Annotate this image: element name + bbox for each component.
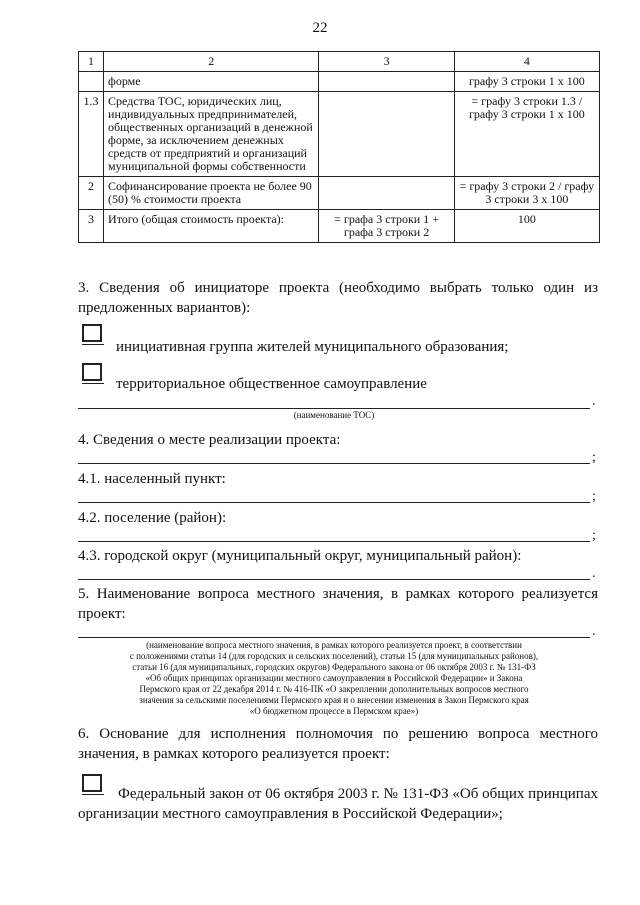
urban-district-line-end: .	[592, 566, 596, 581]
caption-line: значения за сельскими поселениями Пермского края и о внесении изменения в Закон Пермского края	[139, 695, 529, 705]
table-cell: 1.3	[79, 92, 104, 177]
header-cell: 3	[319, 52, 454, 72]
table-cell: = графу 3 строки 1.3 / графу 3 строки 1 х 100	[454, 92, 599, 177]
tos-checkbox[interactable]	[82, 363, 102, 381]
table-cell	[79, 72, 104, 92]
section-4-heading: 4. Сведения о месте реализации проекта:	[78, 432, 341, 448]
district-line[interactable]	[78, 541, 590, 542]
initiative-group-label: инициативная группа жителей муниципального образования;	[116, 339, 509, 355]
settlement-line[interactable]	[78, 502, 590, 503]
local-issue-caption	[78, 640, 590, 717]
caption-line: (наименование вопроса местного значения, в рамках которого реализуется проект, в соответствии	[146, 640, 522, 650]
table-cell: Софинансирование проекта не более 90 (50) % стоимости проекта	[104, 177, 319, 210]
tos-name-line[interactable]	[78, 408, 590, 409]
caption-line: «Об общих принципах организации местного самоуправления в Российской Федерации» и Закона	[145, 673, 523, 683]
table-header-row	[79, 52, 600, 72]
tos-line-end: .	[592, 394, 596, 409]
budget-table	[78, 51, 600, 243]
caption-line: с положениями статьи 14 (для городских и сельских поселений), статьи 15 (для муниципальных районов),	[129, 651, 539, 661]
initiative-group-checkbox[interactable]	[82, 324, 102, 342]
table-cell: графу 3 строки 1 х 100	[454, 72, 599, 92]
settlement-line-end: ;	[592, 489, 596, 504]
district-line-end: ;	[592, 528, 596, 543]
table-cell: Средства ТОС, юридических лиц, индивидуальных предпринимателей, общественных организаций в денежной форме, за исключением денежных средств от предприятий и организаций муниципальной формы собственности	[104, 92, 319, 177]
local-issue-line[interactable]	[78, 637, 590, 638]
settlement-label: 4.1. населенный пункт:	[78, 471, 226, 487]
table-cell: = графу 3 строки 2 / графу 3 строки 3 х 100	[454, 177, 599, 210]
district-label: 4.2. поселение (район):	[78, 510, 227, 526]
tos-label: территориальное общественное самоуправление	[116, 376, 427, 392]
table-cell: = графа 3 строки 1 + графа 3 строки 2	[319, 210, 454, 243]
table-cell	[319, 72, 454, 92]
table-row	[79, 177, 600, 210]
local-issue-line-end: .	[592, 624, 596, 639]
federal-law-label: Федеральный закон от 06 октября 2003 г. № 131-ФЗ «Об общих принципах организации местного самоуправления в Российской Федерации»;	[78, 786, 598, 822]
header-cell: 4	[454, 52, 599, 72]
table-row	[79, 92, 600, 177]
location-line-end: ;	[592, 450, 596, 465]
page-number: 22	[312, 20, 328, 36]
header-cell: 2	[104, 52, 319, 72]
table-cell: 100	[454, 210, 599, 243]
location-line[interactable]	[78, 463, 590, 464]
header-cell: 1	[79, 52, 104, 72]
section-6-heading: 6. Основание для исполнения полномочия по решению вопроса местного значения, в рамках которого реализуется проект:	[78, 726, 598, 762]
table-cell	[319, 177, 454, 210]
section-5-heading: 5. Наименование вопроса местного значения, в рамках которого реализуется проект:	[78, 586, 598, 622]
caption-line: «О бюджетном процессе в Пермском крае»)	[249, 706, 419, 716]
caption-line: Пермского края от 22 декабря 2014 г. № 416-ПК «О закреплении дополнительных вопросов местного	[139, 684, 529, 694]
urban-district-line[interactable]	[78, 579, 590, 580]
table-row	[79, 210, 600, 243]
caption-line: статьи 16 (для муниципальных, городских округов) Федерального закона от 06 октября 2003 г. № 131-ФЗ	[132, 662, 536, 672]
table-cell: 3	[79, 210, 104, 243]
table-cell: форме	[104, 72, 319, 92]
urban-district-label: 4.3. городской округ (муниципальный округ, муниципальный район):	[78, 548, 522, 564]
tos-name-caption: (наименование ТОС)	[293, 410, 375, 420]
table-row	[79, 72, 600, 92]
table-cell: 2	[79, 177, 104, 210]
table-cell: Итого (общая стоимость проекта):	[104, 210, 319, 243]
table-cell	[319, 92, 454, 177]
section-3-heading: 3. Сведения об инициаторе проекта (необходимо выбрать только один из предложенных вариантов):	[78, 280, 598, 316]
